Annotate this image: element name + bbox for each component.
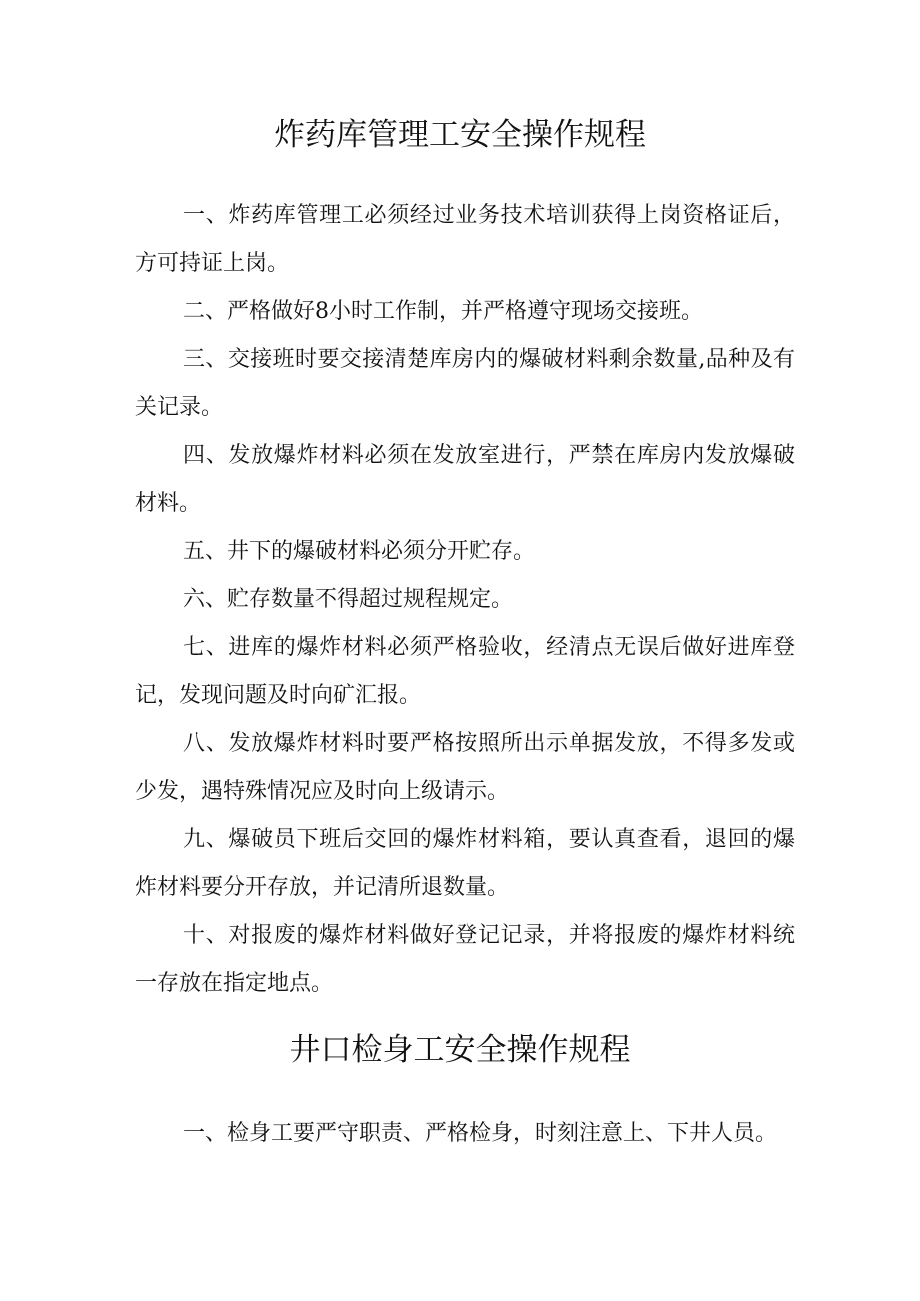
section-1-paragraph-6: 六、贮存数量不得超过规程规定。 [183,587,514,612]
section-2-title: 井口检身工安全操作规程 [289,1032,631,1068]
section-1-paragraph-2: 二、严格做好8小时工作制，并严格遵守现场交接班。 [183,299,703,324]
section-1-paragraph-4: 四、发放爆炸材料必须在发放室进行，严禁在库房内发放爆破材料。 [135,443,795,516]
section-1-paragraph-1: 一、炸药库管理工必须经过业务技术培训获得上岗资格证后，方可持证上岗。 [135,203,795,276]
section-1-paragraph-3: 三、交接班时要交接清楚库房内的爆破材料剩余数量,品种及有关记录。 [135,347,795,420]
section-1-paragraph-5: 五、井下的爆破材料必须分开贮存。 [183,539,536,564]
section-1-paragraph-8: 八、发放爆炸材料时要严格按照所出示单据发放，不得多发或少发，遇特殊情况应及时向上级请示。 [135,731,795,804]
section-1-paragraph-9: 九、爆破员下班后交回的爆炸材料箱，要认真查看，退回的爆炸材料要分开存放，并记清所退数量。 [135,827,795,900]
section-1-paragraph-10: 十、对报废的爆炸材料做好登记记录，并将报废的爆炸材料统一存放在指定地点。 [135,923,795,996]
section-2-paragraph-1: 一、检身工要严守职责、严格检身，时刻注意上、下井人员。 [183,1121,778,1146]
section-1-title: 炸药库管理工安全操作规程 [274,117,646,153]
section-2-body [135,1110,795,1158]
section-1-body [135,192,795,1008]
section-1-paragraph-7: 七、进库的爆炸材料必须严格验收，经清点无误后做好进库登记，发现问题及时向矿汇报。 [135,635,795,708]
